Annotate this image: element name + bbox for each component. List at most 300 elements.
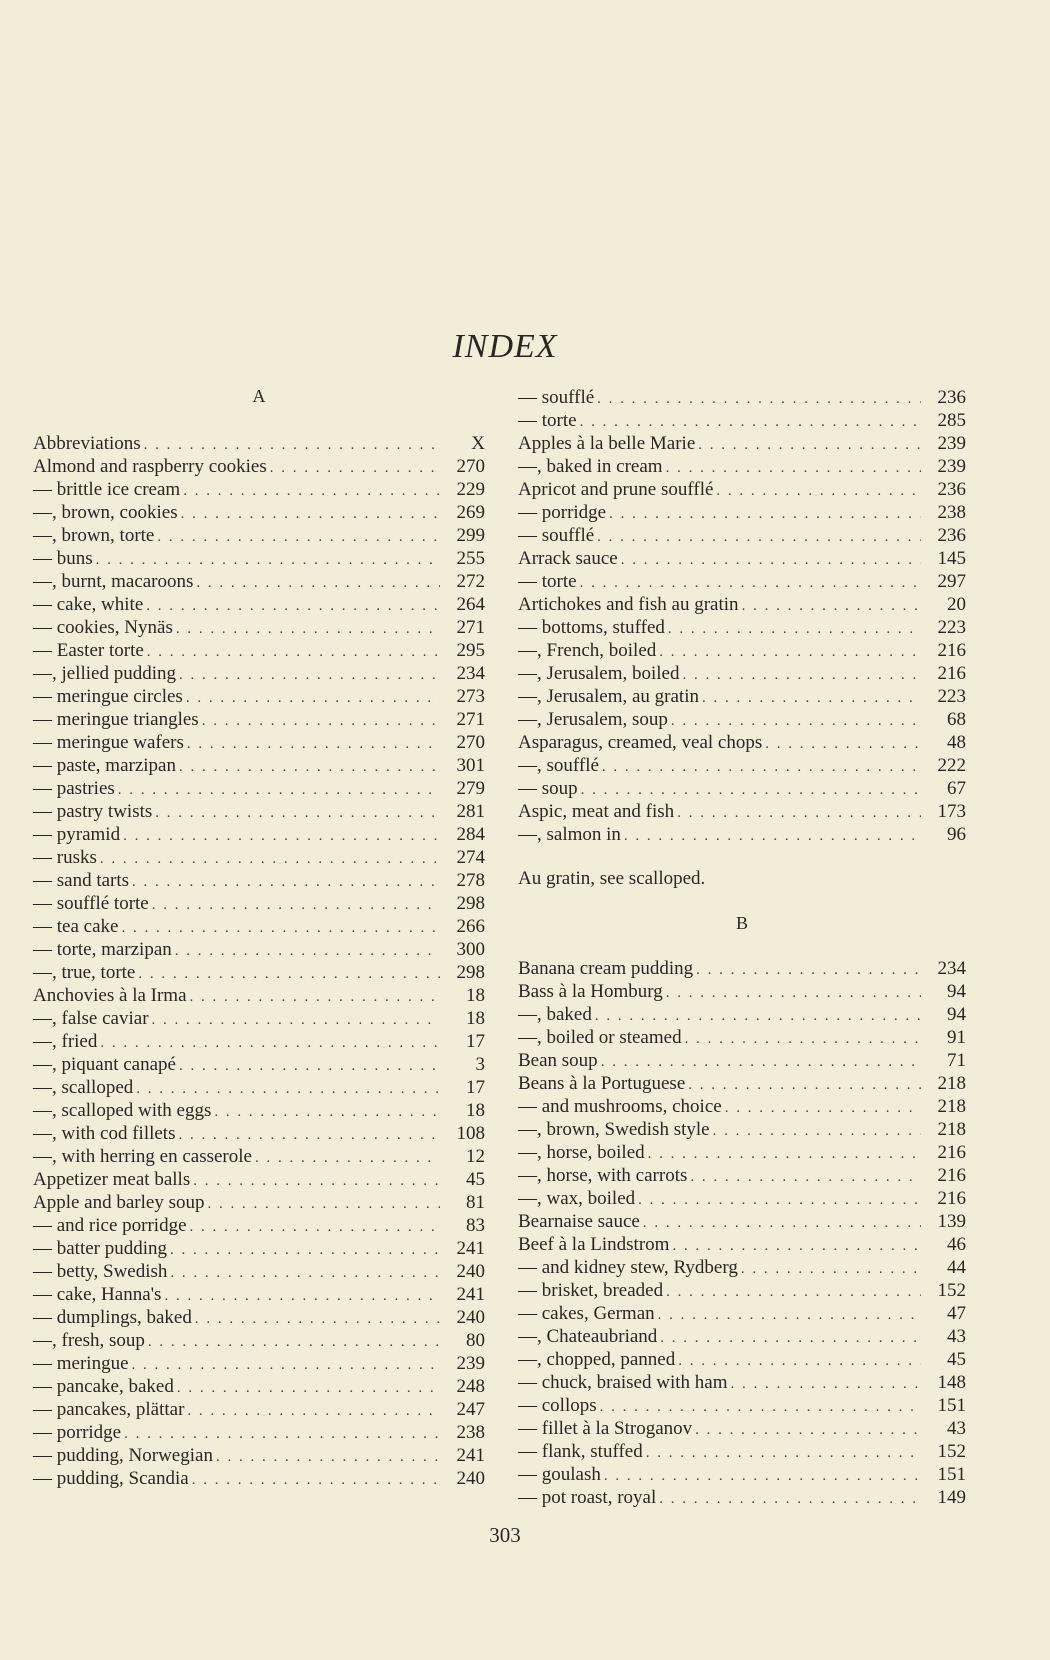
index-entry	[518, 593, 966, 616]
index-entry	[518, 823, 966, 846]
entry-page-number: 240	[456, 1468, 485, 1489]
dot-leader	[730, 1373, 921, 1396]
entry-page-number: 273	[456, 686, 485, 707]
index-entry	[33, 1030, 485, 1053]
index-entry	[518, 478, 966, 501]
index-entry	[518, 386, 966, 409]
entry-text: — cake, Hanna's	[33, 1284, 162, 1305]
entry-text: — and mushrooms, choice	[518, 1096, 722, 1117]
entry-text: —, baked in cream	[518, 456, 663, 477]
index-entry	[518, 1348, 966, 1371]
entry-text: — cookies, Nynäs	[33, 617, 173, 638]
dot-leader	[580, 411, 921, 434]
entry-text: — collops	[518, 1395, 597, 1416]
dot-leader	[176, 618, 440, 641]
entry-page-number: 83	[466, 1215, 485, 1236]
index-entry	[518, 685, 966, 708]
entry-page-number: 238	[937, 502, 966, 523]
dot-leader	[602, 756, 921, 779]
entry-page-number: 301	[456, 755, 485, 776]
dot-leader	[696, 959, 921, 982]
entry-page-number: 216	[937, 663, 966, 684]
see-also-block	[518, 867, 966, 890]
index-entry	[33, 800, 485, 823]
dot-leader	[713, 1120, 921, 1143]
index-entry	[518, 800, 966, 823]
index-entry	[33, 869, 485, 892]
dot-leader	[100, 1032, 440, 1055]
index-entry	[518, 1141, 966, 1164]
dot-leader	[638, 1189, 921, 1212]
dot-leader	[658, 1304, 921, 1327]
index-entry	[518, 731, 966, 754]
entry-page-number: 240	[456, 1307, 485, 1328]
entry-page-number: 247	[456, 1399, 485, 1420]
entry-text: Bass à la Homburg	[518, 981, 663, 1002]
entry-page-number: 236	[937, 387, 966, 408]
index-entry	[518, 1279, 966, 1302]
dot-leader	[207, 1193, 440, 1216]
entry-text: — buns	[33, 548, 93, 569]
index-entry	[518, 455, 966, 478]
entry-page-number: 223	[937, 686, 966, 707]
entry-text: Apple and barley soup	[33, 1192, 205, 1213]
index-entry	[518, 1463, 966, 1486]
entry-page-number: 284	[456, 824, 485, 845]
dot-leader	[741, 1258, 921, 1281]
dot-leader	[132, 1354, 440, 1377]
entry-page-number: 236	[937, 479, 966, 500]
entry-page-number: 298	[456, 893, 485, 914]
entry-text: — pudding, Norwegian	[33, 1445, 213, 1466]
dot-leader	[688, 1074, 921, 1097]
entry-page-number: 281	[456, 801, 485, 822]
entry-text: —, brown, cookies	[33, 502, 178, 523]
index-entry	[33, 1375, 485, 1398]
entry-page-number: X	[471, 433, 485, 454]
dot-leader	[660, 1327, 921, 1350]
entry-page-number: 94	[947, 1004, 966, 1025]
entry-page-number: 241	[456, 1284, 485, 1305]
entry-page-number: 234	[456, 663, 485, 684]
dot-leader	[183, 480, 440, 503]
entry-page-number: 241	[456, 1238, 485, 1259]
entry-text: — torte	[518, 571, 577, 592]
index-entry	[518, 432, 966, 455]
entry-page-number: 18	[466, 985, 485, 1006]
dot-leader	[179, 756, 440, 779]
entry-page-number: 71	[947, 1050, 966, 1071]
dot-leader	[666, 457, 921, 480]
entry-page-number: 173	[937, 801, 966, 822]
index-entry	[33, 892, 485, 915]
entry-text: Apples à la belle Marie	[518, 433, 696, 454]
entry-page-number: 298	[456, 962, 485, 983]
index-entry	[518, 1325, 966, 1348]
dot-leader	[178, 1124, 440, 1147]
entry-text: — rusks	[33, 847, 97, 868]
entry-text: — soufflé	[518, 525, 595, 546]
entry-page-number: 17	[466, 1077, 485, 1098]
entry-page-number: 46	[947, 1234, 966, 1255]
dot-leader	[695, 1419, 921, 1442]
entry-page-number: 139	[937, 1211, 966, 1232]
left-entry-list	[33, 432, 485, 1490]
dot-leader	[690, 1166, 921, 1189]
dot-leader	[643, 1212, 921, 1235]
entry-page-number: 44	[947, 1257, 966, 1278]
index-entry	[33, 938, 485, 961]
entry-text: — bottoms, stuffed	[518, 617, 665, 638]
entry-page-number: 300	[456, 939, 485, 960]
entry-page-number: 67	[947, 778, 966, 799]
dot-leader	[672, 1235, 921, 1258]
index-entry	[33, 984, 485, 1007]
entry-page-number: 239	[937, 433, 966, 454]
dot-leader	[621, 549, 921, 572]
index-entry	[518, 1394, 966, 1417]
dot-leader	[100, 848, 440, 871]
entry-text: — pastries	[33, 778, 115, 799]
index-entry	[518, 1003, 966, 1026]
index-entry	[33, 570, 485, 593]
index-entry	[33, 1191, 485, 1214]
entry-page-number: 270	[456, 732, 485, 753]
dot-leader	[624, 825, 921, 848]
entry-text: — chuck, braised with ham	[518, 1372, 728, 1393]
dot-leader	[190, 1216, 440, 1239]
entry-page-number: 240	[456, 1261, 485, 1282]
entry-page-number: 148	[937, 1372, 966, 1393]
index-entry	[33, 823, 485, 846]
entry-page-number: 218	[937, 1096, 966, 1117]
entry-text: — and rice porridge	[33, 1215, 187, 1236]
dot-leader	[123, 825, 440, 848]
index-entry	[33, 1467, 485, 1490]
index-entry	[33, 1007, 485, 1030]
index-entry	[518, 1440, 966, 1463]
dot-leader	[146, 595, 440, 618]
dot-leader	[666, 1281, 921, 1304]
entry-page-number: 18	[466, 1008, 485, 1029]
index-entry	[33, 777, 485, 800]
index-entry	[33, 1237, 485, 1260]
dot-leader	[678, 1350, 921, 1373]
dot-leader	[96, 549, 440, 572]
dot-leader	[177, 1377, 440, 1400]
dot-leader	[179, 1055, 440, 1078]
dot-leader	[716, 480, 921, 503]
entry-page-number: 152	[937, 1280, 966, 1301]
index-entry	[518, 1486, 966, 1509]
entry-page-number: 216	[937, 1188, 966, 1209]
page-title: INDEX	[452, 328, 558, 365]
entry-text: Banana cream pudding	[518, 958, 694, 979]
index-entry	[518, 616, 966, 639]
page-number: 303	[489, 1523, 521, 1547]
dot-leader	[597, 388, 921, 411]
entry-page-number: 264	[456, 594, 485, 615]
entry-text: — pancake, baked	[33, 1376, 174, 1397]
entry-text: — tea cake	[33, 916, 119, 937]
entry-text: Anchovies à la Irma	[33, 985, 187, 1006]
index-entry	[518, 570, 966, 593]
entry-text: — soufflé	[518, 387, 595, 408]
entry-text: —, jellied pudding	[33, 663, 177, 684]
entry-page-number: 45	[947, 1349, 966, 1370]
index-entry	[33, 593, 485, 616]
index-entry	[518, 1233, 966, 1256]
entry-page-number: 91	[947, 1027, 966, 1048]
entry-text: — porridge	[33, 1422, 122, 1443]
entry-text: —, fresh, soup	[33, 1330, 145, 1351]
entry-page-number: 216	[937, 1165, 966, 1186]
entry-text: —, wax, boiled	[518, 1188, 636, 1209]
dot-leader	[668, 618, 921, 641]
entry-text: —, horse, with carrots	[518, 1165, 688, 1186]
entry-page-number: 47	[947, 1303, 966, 1324]
dot-leader	[170, 1239, 440, 1262]
dot-leader	[152, 894, 440, 917]
entry-page-number: 48	[947, 732, 966, 753]
entry-text: — pyramid	[33, 824, 121, 845]
index-entry	[518, 1256, 966, 1279]
entry-page-number: 12	[466, 1146, 485, 1167]
entry-text: — meringue	[33, 1353, 129, 1374]
dot-leader	[742, 595, 921, 618]
dot-leader	[144, 434, 440, 457]
entry-text: Artichokes and fish au gratin	[518, 594, 739, 615]
dot-leader	[698, 434, 921, 457]
index-entry	[33, 1053, 485, 1076]
dot-leader	[580, 572, 921, 595]
index-entry	[33, 1306, 485, 1329]
entry-text: —, brown, Swedish style	[518, 1119, 710, 1140]
entry-text: —, brown, torte	[33, 525, 155, 546]
entry-text: — betty, Swedish	[33, 1261, 168, 1282]
dot-leader	[270, 457, 440, 480]
entry-text: — flank, stuffed	[518, 1441, 643, 1462]
entry-text: —, French, boiled	[518, 640, 657, 661]
right-entry-list-b	[518, 957, 966, 1509]
entry-page-number: 80	[466, 1330, 485, 1351]
index-entry	[518, 1164, 966, 1187]
dot-leader	[601, 1051, 921, 1074]
entry-text: Abbreviations	[33, 433, 141, 454]
index-entry	[33, 685, 485, 708]
entry-text: — goulash	[518, 1464, 601, 1485]
entry-text: Bearnaise sauce	[518, 1211, 640, 1232]
dot-leader	[195, 1308, 440, 1331]
index-entry	[518, 662, 966, 685]
index-entry	[33, 455, 485, 478]
index-entry	[33, 1260, 485, 1283]
entry-text: — cakes, German	[518, 1303, 655, 1324]
entry-page-number: 45	[466, 1169, 485, 1190]
entry-page-number: 43	[947, 1418, 966, 1439]
index-entry	[518, 1187, 966, 1210]
entry-text: — pancakes, plättar	[33, 1399, 185, 1420]
entry-page-number: 271	[456, 709, 485, 730]
entry-text: — meringue circles	[33, 686, 183, 707]
index-entry	[518, 1049, 966, 1072]
dot-leader	[164, 1285, 440, 1308]
index-entry	[33, 961, 485, 984]
entry-page-number: 274	[456, 847, 485, 868]
entry-text: — pastry twists	[33, 801, 153, 822]
index-entry	[33, 662, 485, 685]
entry-page-number: 236	[937, 525, 966, 546]
dot-leader	[597, 526, 921, 549]
dot-leader	[659, 1488, 921, 1511]
dot-leader	[124, 1423, 440, 1446]
entry-page-number: 216	[937, 640, 966, 661]
entry-text: Beans à la Portuguese	[518, 1073, 686, 1094]
index-entry	[33, 501, 485, 524]
entry-text: Almond and raspberry cookies	[33, 456, 267, 477]
entry-page-number: 279	[456, 778, 485, 799]
dot-leader	[216, 1446, 440, 1469]
index-entry	[33, 1076, 485, 1099]
index-entry	[518, 547, 966, 570]
dot-leader	[202, 710, 440, 733]
entry-page-number: 94	[947, 981, 966, 1002]
dot-leader	[677, 802, 921, 825]
entry-page-number: 81	[466, 1192, 485, 1213]
entry-page-number: 269	[456, 502, 485, 523]
entry-text: — soufflé torte	[33, 893, 149, 914]
entry-page-number: 17	[466, 1031, 485, 1052]
entry-text: — paste, marzipan	[33, 755, 176, 776]
entry-page-number: 96	[947, 824, 966, 845]
entry-page-number: 108	[456, 1123, 485, 1144]
index-entry	[518, 708, 966, 731]
entry-text: — pot roast, royal	[518, 1487, 657, 1508]
entry-text: Beef à la Lindstrom	[518, 1234, 670, 1255]
index-entry	[33, 616, 485, 639]
dot-leader	[765, 733, 921, 756]
entry-page-number: 18	[466, 1100, 485, 1121]
dot-leader	[595, 1005, 921, 1028]
index-entry	[33, 1444, 485, 1467]
index-entry	[33, 547, 485, 570]
index-entry	[33, 639, 485, 662]
index-entry	[33, 1352, 485, 1375]
entry-page-number: 234	[937, 958, 966, 979]
dot-leader	[725, 1097, 921, 1120]
entry-text: — meringue wafers	[33, 732, 184, 753]
entry-text: — brittle ice cream	[33, 479, 181, 500]
index-entry	[518, 1026, 966, 1049]
dot-leader	[148, 1331, 440, 1354]
entry-text: —, Jerusalem, au gratin	[518, 686, 699, 707]
index-entry	[33, 846, 485, 869]
dot-leader	[147, 641, 440, 664]
index-entry	[518, 1302, 966, 1325]
dot-leader	[646, 1442, 921, 1465]
index-entry	[518, 1095, 966, 1118]
dot-leader	[609, 503, 921, 526]
entry-text: — Easter torte	[33, 640, 144, 661]
index-entry	[33, 915, 485, 938]
dot-leader	[192, 1469, 440, 1492]
entry-page-number: 238	[456, 1422, 485, 1443]
entry-page-number: 152	[937, 1441, 966, 1462]
entry-page-number: 299	[456, 525, 485, 546]
index-entry	[518, 639, 966, 662]
dot-leader	[186, 687, 440, 710]
index-entry	[518, 524, 966, 547]
entry-text: —, fried	[33, 1031, 98, 1052]
entry-text: — torte	[518, 410, 577, 431]
index-entry	[518, 1417, 966, 1440]
entry-text: —, false caviar	[33, 1008, 149, 1029]
right-entry-list-a	[518, 386, 966, 846]
dot-leader	[190, 986, 440, 1009]
index-entry	[33, 1214, 485, 1237]
index-entry	[33, 1145, 485, 1168]
entry-text: —, Jerusalem, boiled	[518, 663, 680, 684]
entry-page-number: 285	[937, 410, 966, 431]
index-entry	[33, 1099, 485, 1122]
dot-leader	[155, 802, 440, 825]
entry-text: —, boiled or steamed	[518, 1027, 682, 1048]
entry-page-number: 149	[937, 1487, 966, 1508]
entry-page-number: 266	[456, 916, 485, 937]
index-entry	[33, 1168, 485, 1191]
entry-page-number: 278	[456, 870, 485, 891]
dot-leader	[600, 1396, 921, 1419]
entry-text: —, horse, boiled	[518, 1142, 645, 1163]
entry-text: —, chopped, panned	[518, 1349, 676, 1370]
entry-text: — batter pudding	[33, 1238, 168, 1259]
entry-page-number: 3	[475, 1054, 485, 1075]
dot-leader	[175, 940, 440, 963]
entry-text: —, true, torte	[33, 962, 136, 983]
dot-leader	[138, 963, 440, 986]
index-entry	[518, 957, 966, 980]
entry-text: Apricot and prune soufflé	[518, 479, 714, 500]
entry-page-number: 241	[456, 1445, 485, 1466]
entry-page-number: 20	[947, 594, 966, 615]
entry-text: — sand tarts	[33, 870, 130, 891]
dot-leader	[581, 779, 921, 802]
dot-leader	[193, 1170, 440, 1193]
entry-text: Asparagus, creamed, veal chops	[518, 732, 763, 753]
index-entry	[33, 1122, 485, 1145]
index-entry	[33, 731, 485, 754]
index-entry	[33, 1329, 485, 1352]
dot-leader	[136, 1078, 440, 1101]
dot-leader	[682, 664, 921, 687]
entry-text: —, soufflé	[518, 755, 599, 776]
entry-page-number: 272	[456, 571, 485, 592]
entry-text: — pudding, Scandia	[33, 1468, 189, 1489]
entry-text: —, with herring en casserole	[33, 1146, 252, 1167]
dot-leader	[604, 1465, 921, 1488]
entry-page-number: 229	[456, 479, 485, 500]
dot-leader	[214, 1101, 440, 1124]
entry-page-number: 222	[937, 755, 966, 776]
entry-text: Arrack sauce	[518, 548, 618, 569]
see-also-note: Au gratin, see scalloped.	[518, 868, 706, 889]
dot-leader	[157, 526, 440, 549]
index-entry	[33, 432, 485, 455]
index-entry	[518, 754, 966, 777]
entry-text: Appetizer meat balls	[33, 1169, 191, 1190]
entry-text: — soup	[518, 778, 578, 799]
index-entry	[33, 1398, 485, 1421]
